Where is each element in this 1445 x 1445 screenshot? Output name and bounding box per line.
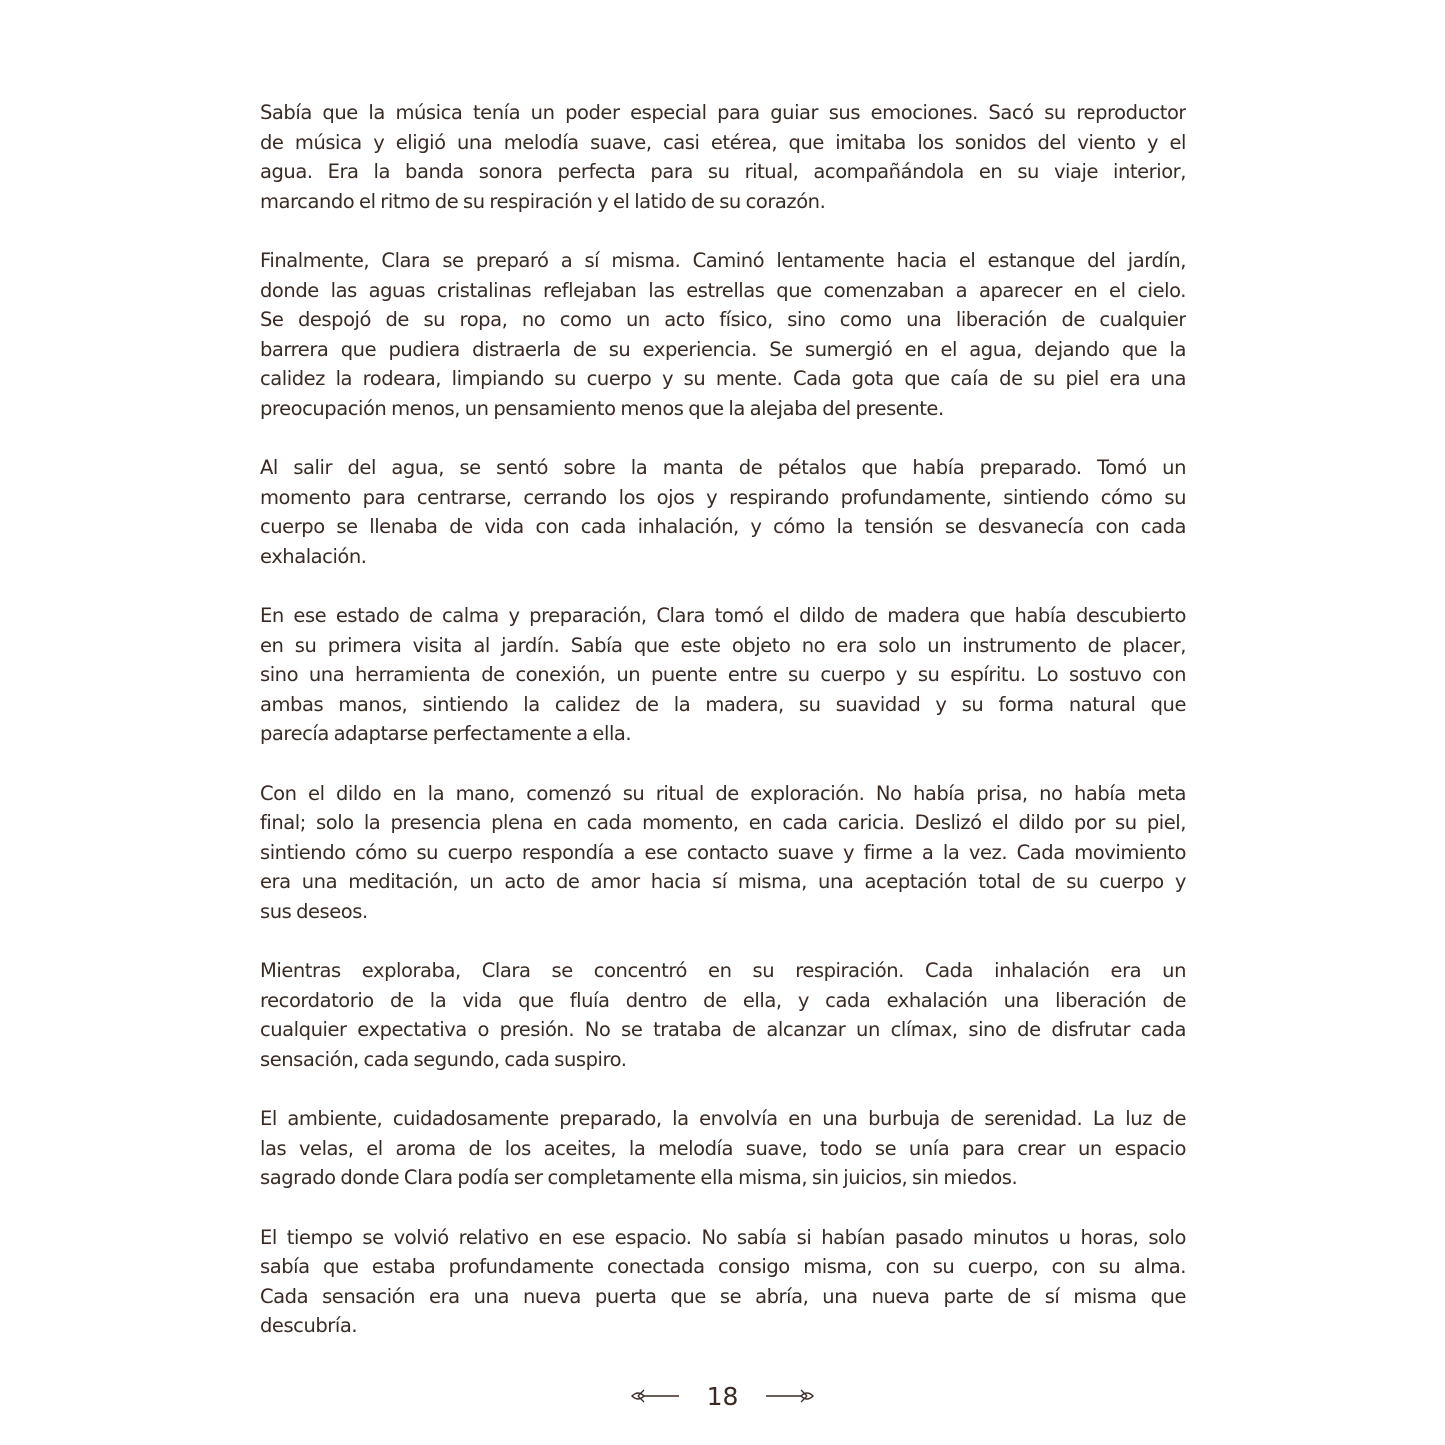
text-line: las velas, el aroma de los aceites, la melodía suave, todo se unía para crear un espacio: [260, 1136, 1186, 1160]
text-line: Se despojó de su ropa, no como un acto físico, sino como una liberación de cualquier: [260, 308, 1186, 332]
paragraph: [260, 1223, 1186, 1341]
text-line: en su primera visita al jardín. Sabía que este objeto no era solo un instrumento de placer,: [260, 633, 1186, 657]
text-line: sensación, cada segundo, cada suspiro.: [260, 1048, 627, 1071]
text-line: donde las aguas cristalinas reflejaban las estrellas que comenzaban a aparecer en el cielo.: [260, 278, 1186, 302]
text-line: El tiempo se volvió relativo en ese espacio. No sabía si habían pasado minutos u horas, solo: [260, 1225, 1186, 1249]
text-line: sabía que estaba profundamente conectada consigo misma, con su cuerpo, con su alma.: [260, 1255, 1186, 1279]
text-line: agua. Era la banda sonora perfecta para su ritual, acompañándola en su viaje interior,: [260, 160, 1186, 184]
text-line: recordatorio de la vida que fluía dentro de ella, y cada exhalación una liberación de: [260, 988, 1186, 1012]
left-leaf-ornament-icon: [629, 1386, 681, 1406]
page-body: [260, 98, 1186, 1371]
text-line: Mientras exploraba, Clara se concentró en su respiración. Cada inhalación era un: [260, 959, 1186, 983]
right-leaf-ornament-icon: [764, 1386, 816, 1406]
text-line: En ese estado de calma y preparación, Clara tomó el dildo de madera que había descubierto: [260, 604, 1186, 628]
paragraph: [260, 453, 1186, 571]
text-line: Sabía que la música tenía un poder especial para guiar sus emociones. Sacó su reproductor: [260, 101, 1186, 124]
text-line: parecía adaptarse perfectamente a ella.: [260, 722, 632, 746]
paragraph: [260, 601, 1186, 749]
text-line: El ambiente, cuidadosamente preparado, la envolvía en una burbuja de serenidad. La luz de: [260, 1107, 1186, 1131]
text-line: sintiendo cómo su cuerpo respondía a ese contacto suave y firme a la vez. Cada movimiento: [260, 840, 1186, 864]
paragraph: [260, 1104, 1186, 1193]
text-line: cuerpo se llenaba de vida con cada inhalación, y cómo la tensión se desvanecía con cada: [260, 515, 1186, 539]
text-line: descubría.: [260, 1314, 358, 1338]
text-line: de música y eligió una melodía suave, casi etérea, que imitaba los sonidos del viento y el: [260, 130, 1186, 154]
page-number: 18: [706, 1381, 739, 1411]
text-line: ambas manos, sintiendo la calidez de la madera, su suavidad y su forma natural que: [260, 692, 1186, 716]
text-line: final; solo la presencia plena en cada momento, en cada caricia. Deslizó el dildo por su piel,: [260, 811, 1186, 835]
paragraph: [260, 98, 1186, 216]
text-line: barrera que pudiera distraerla de su experiencia. Se sumergió en el agua, dejando que la: [260, 337, 1186, 361]
paragraph: [260, 779, 1186, 927]
text-line: Cada sensación era una nueva puerta que se abría, una nueva parte de sí misma que: [260, 1284, 1186, 1308]
text-line: marcando el ritmo de su respiración y el latido de su corazón.: [260, 189, 826, 213]
text-line: Al salir del agua, se sentó sobre la manta de pétalos que había preparado. Tomó un: [260, 456, 1186, 480]
text-line: sagrado donde Clara podía ser completamente ella misma, sin juicios, sin miedos.: [260, 1166, 1018, 1190]
text-line: era una meditación, un acto de amor hacia sí misma, una aceptación total de su cuerpo y: [260, 870, 1186, 894]
paragraph: [260, 246, 1186, 424]
text-line: preocupación menos, un pensamiento menos que la alejaba del presente.: [260, 396, 944, 420]
text-line: cualquier expectativa o presión. No se trataba de alcanzar un clímax, sino de disfrutar cada: [260, 1018, 1186, 1042]
paragraph: [260, 956, 1186, 1074]
text-line: exhalación.: [260, 544, 367, 568]
text-line: Finalmente, Clara se preparó a sí misma. Caminó lentamente hacia el estanque del jardín,: [260, 248, 1186, 272]
text-line: Con el dildo en la mano, comenzó su ritual de exploración. No había prisa, no había meta: [260, 781, 1186, 805]
text-line: sus deseos.: [260, 900, 368, 924]
text-line: sino una herramienta de conexión, un puente entre su cuerpo y su espíritu. Lo sostuvo con: [260, 663, 1186, 687]
text-line: calidez la rodeara, limpiando su cuerpo y su mente. Cada gota que caía de su piel era una: [260, 367, 1186, 391]
text-line: momento para centrarse, cerrando los ojos y respirando profundamente, sintiendo cómo su: [260, 485, 1186, 509]
page-footer: [0, 1376, 1445, 1416]
